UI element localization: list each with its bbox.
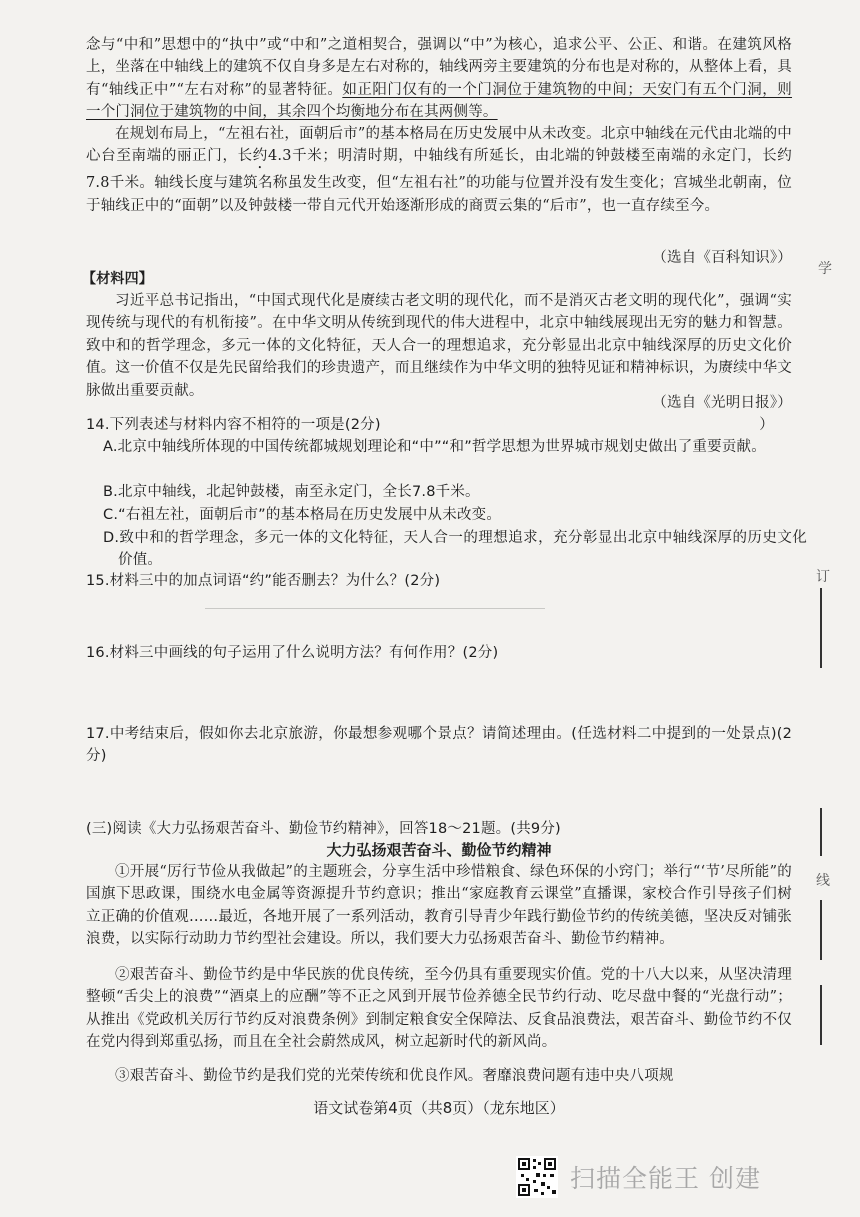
q14-answer-bracket: ） bbox=[759, 417, 774, 433]
material3-line-3: 是对称的，从整体上看，具有“轴线正中”“左右对称”的显著特征。 bbox=[86, 59, 792, 98]
question-16: 16.材料三中画线的句子运用了什么说明方法？有何作用？(2分) bbox=[86, 645, 499, 661]
binding-line bbox=[820, 808, 822, 856]
material3-para2-before: 在规划布局上，“左祖右社，面朝后市”的基本格局在历史发展中从未改变。北京中轴线在元代由北端的中心台至南端的丽正门，长 bbox=[86, 126, 792, 165]
q14-option-a: A.北京中轴线所体现的中国传统都城规划理论和“中”“和”哲学思想为世界城市规划史做出了重要贡献。 bbox=[103, 439, 766, 455]
binding-line bbox=[820, 985, 822, 1045]
binding-line bbox=[820, 588, 822, 668]
q14-option-d: D.致中和的哲学理念，多元一体的文化特征，天人合一的理想追求，充分彰显出北京中轴线深厚的历史文化价值。 bbox=[103, 530, 807, 569]
material4-header: 【材料四】 bbox=[82, 271, 153, 287]
qr-code-icon bbox=[516, 1156, 558, 1198]
margin-mark-3: 线 bbox=[816, 873, 830, 889]
question-15: 15.材料三中的加点词语“约”能否删去？为什么？(2分) bbox=[86, 573, 441, 589]
dotted-word: 约 bbox=[252, 148, 268, 165]
watermark-text: 扫描全能王 创建 bbox=[570, 1164, 761, 1193]
material3-paragraph-2 bbox=[86, 123, 792, 217]
article-title: 大力弘扬艰苦奋斗、勤俭节约精神 bbox=[326, 841, 552, 859]
material3-para2-after: 4.3千米；明清时期，中轴线有所延长，由北端的钟鼓楼至南端的永定门，长约7.8千米。轴线长度与建筑名称虽发生改变，但“左祖右社”的功能与位置并没有发生变化；宫城坐北朝南，位于轴线正中的“面朝”以及钟鼓楼一带自元代开始逐渐形成的商贾云集的“后市”，也一直存续至今。 bbox=[86, 148, 792, 214]
question-17: 17.中考结束后，假如你去北京旅游，你最想参观哪个景点？请简述理由。(任选材料二中提到的一处景点)(2分) bbox=[86, 726, 792, 765]
article-paragraph-2: ②艰苦奋斗、勤俭节约是中华民族的优良传统，至今仍具有重要现实价值。党的十八大以来，从坚决清理整顿“舌尖上的浪费”“酒桌上的应酬”等不正之风到开展节俭养德全民节约行动、吃尽盘中餐的“光盘行动”；从推出《党政机关厉行节约反对浪费条例》到制定粮食安全保障法、反食品浪费法，艰苦奋斗、勤俭节约不仅在党内得到郑重弘扬，而且在全社会蔚然成风，树立起新时代的新风尚。 bbox=[86, 967, 792, 1051]
material4-paragraph: 习近平总书记指出，“中国式现代化是赓续古老文明的现代化，而不是消灭古老文明的现代化”，强调“实现传统与现代的有机衔接”。在中华文明从传统到现代的伟大进程中，北京中轴线展现出无穷的魅力和智慧。致中和的哲学理念，多元一体的文化特征，天人合一的理想追求，充分彰显出北京中轴线深厚的历史文化价值。这一价值不仅是先民留给我们的珍贵遗产，而且继续作为中华文明的独特见证和精神标识，为赓续中华文脉做出重要贡献。 bbox=[86, 293, 792, 399]
underlined-sentence: 如正阳门仅有的一个门洞位于建筑物的中间；天安门有五个门洞，则一个门洞位于建筑物的中间，其余四个均衡地分布在其两侧等。 bbox=[86, 81, 793, 121]
binding-line bbox=[820, 900, 822, 960]
material3-line-2: 在建筑风格上，坐落在中轴线上的建筑不仅自身多是左右对称的，轴线两旁主要建筑的分布也 bbox=[86, 37, 793, 76]
answer-line bbox=[205, 608, 545, 609]
question-14-stem bbox=[86, 414, 792, 436]
material3-line-1: 念与“中和”思想中的“执中”或“中和”之道相契合，强调以“中”为核心，追求公平、公正、和谐。 bbox=[86, 37, 718, 53]
article-paragraph-3: ③艰苦奋斗、勤俭节约是我们党的光荣传统和优良作风。奢靡浪费问题有违中央八项规 bbox=[115, 1068, 674, 1084]
margin-mark-2: 订 bbox=[816, 569, 830, 585]
scanner-watermark bbox=[516, 1156, 761, 1198]
article-paragraph-1: ①开展“厉行节俭从我做起”的主题班会，分享生活中珍惜粮食、绿色环保的小窍门；举行“‘节’尽所能”的国旗下思政课，围绕水电金属等资源提升节约意识；推出“家庭教育云课堂”直播课，家校合作引导孩子们树立正确的价值观……最近，各地开展了一系列活动，教育引导青少年践行勤俭节约的传统美德，坚决反对铺张浪费，以实际行动助力节约型社会建设。所以，我们要大力弘扬艰苦奋斗、勤俭节约精神。 bbox=[86, 864, 792, 948]
q14-stem-text: 14.下列表述与材料内容不相符的一项是(2分) bbox=[86, 417, 381, 433]
material4-source: （选自《光明日报》） bbox=[652, 395, 792, 411]
page-footer: 语文试卷第4页（共8页）（龙东地区） bbox=[313, 1099, 565, 1117]
section3-intro: (三)阅读《大力弘扬艰苦奋斗、勤俭节约精神》，回答18～21题。(共9分) bbox=[86, 821, 561, 837]
margin-mark-1: 学 bbox=[818, 261, 832, 277]
q14-option-b: B.北京中轴线，北起钟鼓楼，南至永定门，全长7.8千米。 bbox=[103, 484, 480, 500]
material3-paragraph-1 bbox=[86, 34, 792, 124]
q14-option-c: C.“右祖左社，面朝后市”的基本格局在历史发展中从未改变。 bbox=[103, 507, 502, 523]
material3-source: （选自《百科知识》） bbox=[652, 250, 792, 266]
